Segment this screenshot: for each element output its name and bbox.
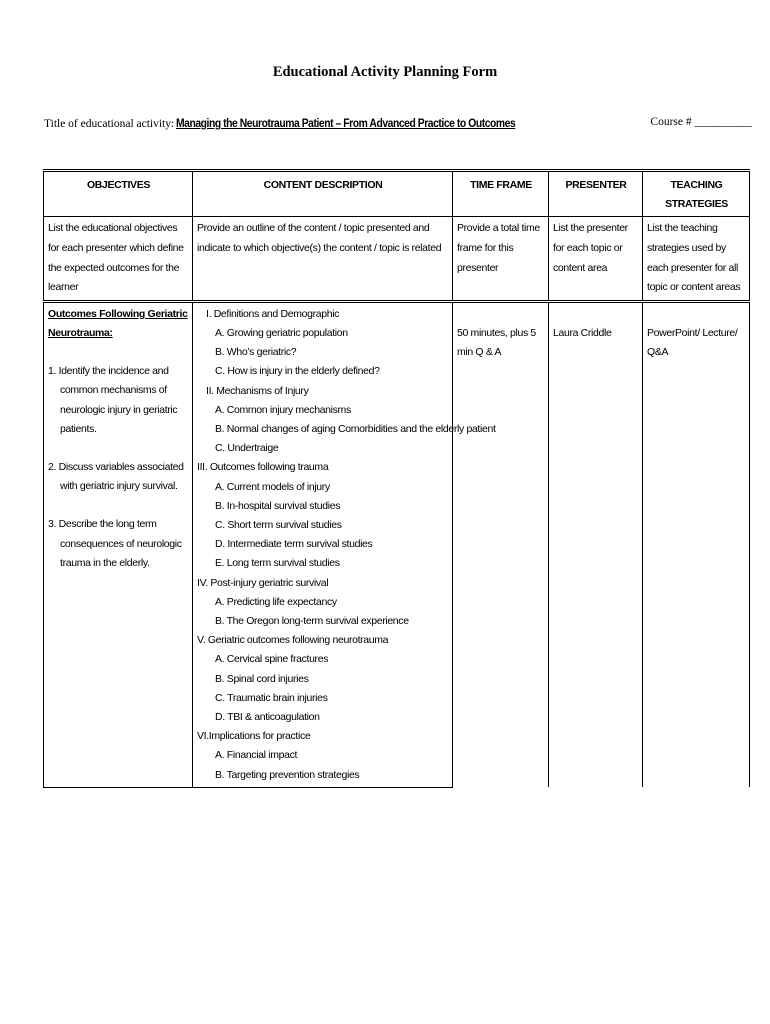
activity-title-line [44,114,752,134]
outline-item: E. Long term survival studies [215,557,340,570]
instruction-presenter: List the presenter for each topic or content area [549,217,643,301]
presenter-cell [549,301,643,787]
outline-item: D. Intermediate term survival studies [215,538,373,551]
instruction-teaching-strategies: List the teaching strategies used by each presenter for all topic or content areas [643,217,750,301]
header-time-frame: TIME FRAME [453,171,549,217]
outline-item: C. Short term survival studies [215,519,342,532]
time-frame-cell [453,301,549,787]
objective-item: 3. Describe the long term consequences of neurologic trauma in the elderly. [48,518,182,569]
time-frame-value: 50 minutes, plus 5 min Q & A [457,326,536,358]
objective-item: 1. Identify the incidence and common mechanisms of neurologic injury in geriatric patients. [48,365,178,435]
objective-item: 2. Discuss variables associated with geriatric injury survival. [48,461,184,493]
instruction-content-description: Provide an outline of the content / topic presented and indicate to which objective(s) the content / topic is related [193,217,453,301]
outline-item: C. Undertraige [215,442,279,455]
outline-item: A. Current models of injury [215,480,330,493]
outline-item: B. Who’s geriatric? [215,346,297,359]
outline-item: A. Common injury mechanisms [215,403,351,416]
form-title: Educational Activity Planning Form [272,64,498,80]
teaching-strategies-cell [643,301,750,787]
content-row [44,301,750,787]
objectives-cell [44,301,193,787]
outline-item: B. Targeting prevention strategies [215,768,360,781]
teaching-strategies-value: PowerPoint/ Lecture/ Q&A [647,326,738,358]
outline-item: A. Growing geriatric population [215,326,348,339]
outline-item: A. Predicting life expectancy [215,595,337,608]
outline-section: III. Outcomes following trauma [197,461,329,474]
header-teaching-strategies: TEACHING STRATEGIES [643,171,750,217]
outline-item: B. Spinal cord injuries [215,672,309,685]
instruction-row [44,217,750,301]
header-content-description: CONTENT DESCRIPTION [193,171,453,217]
outline-item: B. Normal changes of aging Comorbidities and the elderly patient [215,423,496,435]
outline-section: I. Definitions and Demographic [206,307,340,320]
outline-section: IV. Post-injury geriatric survival [197,576,329,589]
outline-item: C. Traumatic brain injuries [215,691,328,704]
outline-item: A. Cervical spine fractures [215,653,329,666]
outline-item: C. How is injury in the elderly defined? [215,365,380,378]
header-presenter: PRESENTER [549,171,643,217]
outline-item: B. The Oregon long-term survival experience [215,615,409,628]
outline-section: V. Geriatric outcomes following neurotrauma [197,634,389,647]
objectives-heading: Outcomes Following Geriatric Neurotrauma: [48,307,188,339]
header-objectives: OBJECTIVES [44,171,193,217]
instruction-time-frame: Provide a total time frame for this presenter [453,217,549,301]
outline-section: II. Mechanisms of Injury [206,384,309,397]
course-number-field: Course # __________ [650,116,752,128]
presenter-value: Laura Criddle [553,326,612,339]
activity-title-label: Title of educational activity: [44,118,175,130]
instruction-objectives: List the educational objectives for each presenter which define the expected outcomes for the learner [44,217,193,301]
activity-title-value: Managing the Neurotrauma Patient – From Advanced Practice to Outcomes [176,116,516,130]
planning-table [43,169,750,788]
outline-item: D. TBI & anticoagulation [215,711,320,724]
header-row [44,171,750,217]
outline-section: VI.Implications for practice [197,730,311,743]
content-description-cell [193,301,496,787]
outline-item: B. In-hospital survival studies [215,499,341,512]
outline-item: A. Financial impact [215,749,298,762]
